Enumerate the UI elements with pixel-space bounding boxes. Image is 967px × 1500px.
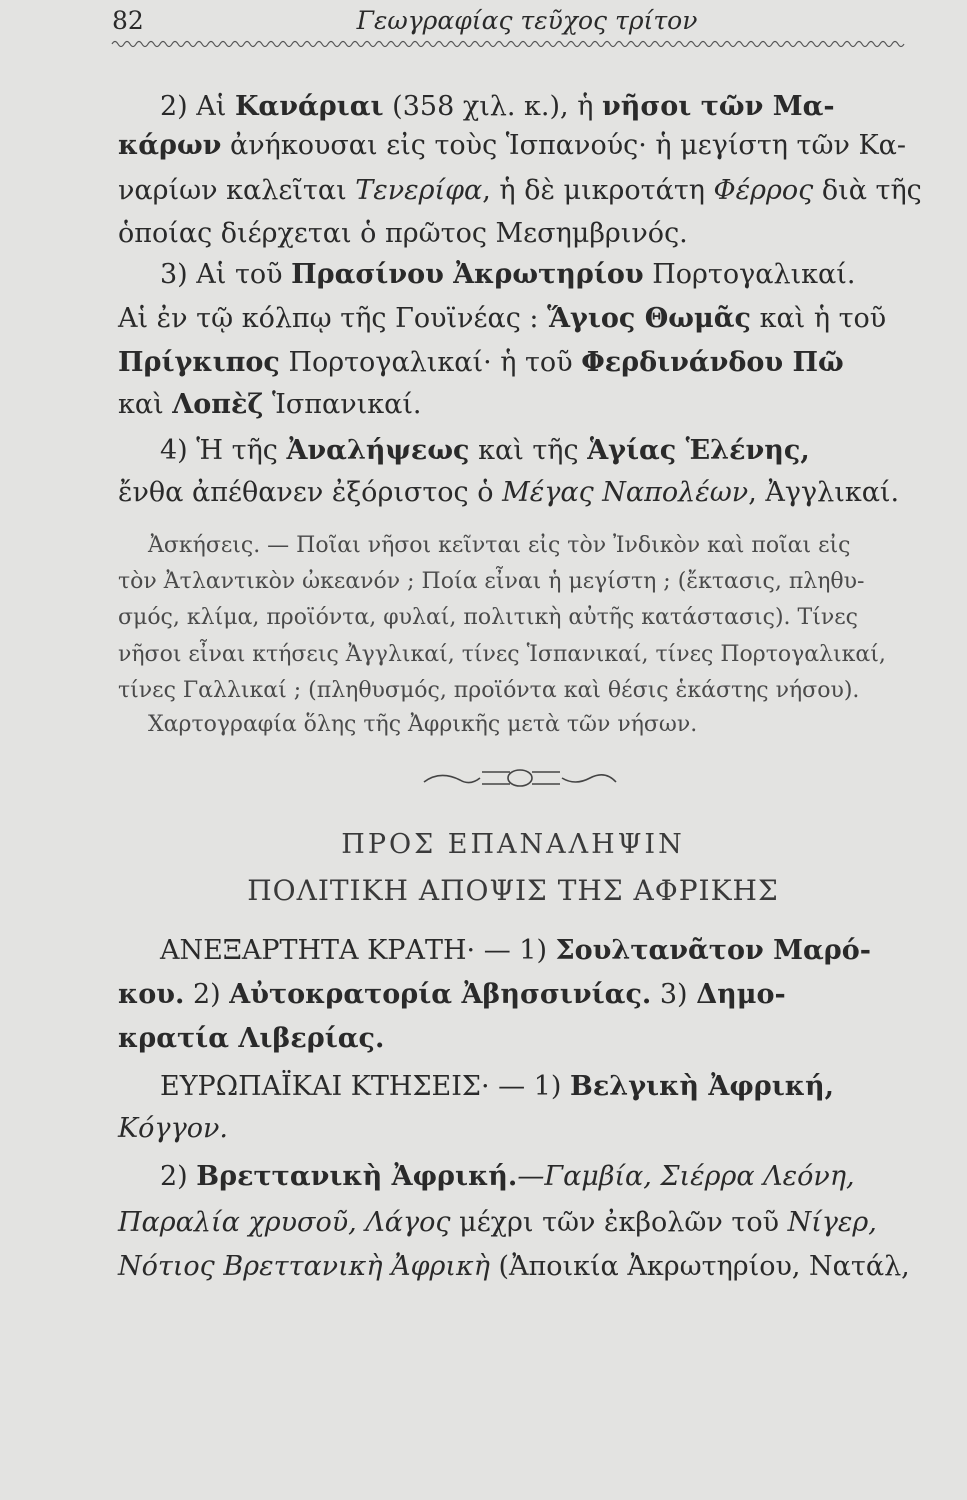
text-line: ἔνθα ἀπέθανεν ἐξόριστος ὁ Μέγας Ναπολέων, Ἀγγλικαί. [118,477,900,508]
exercise-line: τὸν Ἀτλαντικὸν ὠκεανόν ; Ποία εἶναι ἡ μεγίστη ; (ἔκτασις, πληθυ- [118,569,865,594]
text-line: κάρων ἀνήκουσαι εἰς τοὺς Ἱσπανούς· ἡ μεγίστη τῶν Κα- [118,130,907,161]
exercise-line: Ἀσκήσεις. — Ποῖαι νῆσοι κεῖνται εἰς τὸν Ἰνδικὸν καὶ ποῖαι εἰς [148,533,851,558]
text-line: ὁποίας διέρχεται ὁ πρῶτος Μεσημβρινός. [118,218,688,249]
exercise-line: σμός, κλίμα, προϊόντα, φυλαί, πολιτικὴ αὐτῆς κατάστασις). Τίνες [118,605,858,630]
text-line: Κόγγον. [118,1113,228,1144]
text-line: Αἱ ἐν τῷ κόλπῳ τῆς Γουϊνέας : Ἅγιος Θωμᾶς καὶ ἡ τοῦ [118,303,887,334]
text-line: 2) Βρεττανικὴ Ἀφρική.—Γαμβία, Σιέρρα Λεόνη, [160,1161,855,1192]
text-line: ΕΥΡΩΠΑΪΚΑΙ ΚΤΗΣΕΙΣ· — 1) Βελγικὴ Ἀφρική, [160,1071,835,1102]
section-ornament [420,760,620,794]
text-line: κρατία Λιβερίας. [118,1023,385,1054]
page-header [112,6,902,40]
exercise-line: Χαρτογραφία ὅλης τῆς Ἀφρικῆς μετὰ τῶν νήσων. [148,712,698,737]
text-line: Παραλία χρυσοῦ, Λάγος μέχρι τῶν ἐκβολῶν τοῦ Νίγερ, [118,1207,877,1238]
text-line: 4) Ἡ τῆς Ἀναλήψεως καὶ τῆς Ἁγίας Ἑλένης, [160,435,810,466]
running-title: Γεωγραφίας τεῦχος τρίτον [356,6,698,35]
text-line: Νότιος Βρεττανικὴ Ἀφρικὴ (Ἀποικία Ἀκρωτηρίου, Νατάλ, [118,1251,910,1282]
text-line: καὶ Λοπὲζ Ἱσπανικαί. [118,389,422,420]
heading-review: ΠΡΟΣ ΕΠΑΝΑΛΗΨΙΝ [341,829,685,860]
text-line: 3) Αἱ τοῦ Πρασίνου Ἀκρωτηρίου Πορτογαλικαί. [160,259,856,290]
text-line: Πρίγκιπος Πορτογαλικαί· ἡ τοῦ Φερδινάνδου Πῶ [118,347,844,378]
text-line: ναρίων καλεῖται Τενερίφα, ἡ δὲ μικροτάτη Φέρρος διὰ τῆς [118,175,922,206]
text-line: 2) Αἱ Κανάριαι (358 χιλ. κ.), ἡ νῆσοι τῶν Μα- [160,91,835,122]
header-wavy-rule [112,38,907,50]
text-line: κου. 2) Αὐτοκρατορία Ἀβησσινίας. 3) Δημο- [118,979,786,1010]
text-line: ΑΝΕΞΑΡΤΗΤΑ ΚΡΑΤΗ· — 1) Σουλτανᾶτον Μαρό- [160,935,871,966]
page-number: 82 [112,6,144,35]
exercise-line: τίνες Γαλλικαί ; (πληθυσμός, προϊόντα καὶ θέσις ἑκάστης νήσου). [118,678,860,703]
exercise-line: νῆσοι εἶναι κτήσεις Ἀγγλικαί, τίνες Ἱσπανικαί, τίνες Πορτογαλικαί, [118,642,886,667]
heading-political-view: ΠΟΛΙΤΙΚΗ ΑΠΟΨΙΣ ΤΗΣ ΑΦΡΙΚΗΣ [247,874,779,907]
